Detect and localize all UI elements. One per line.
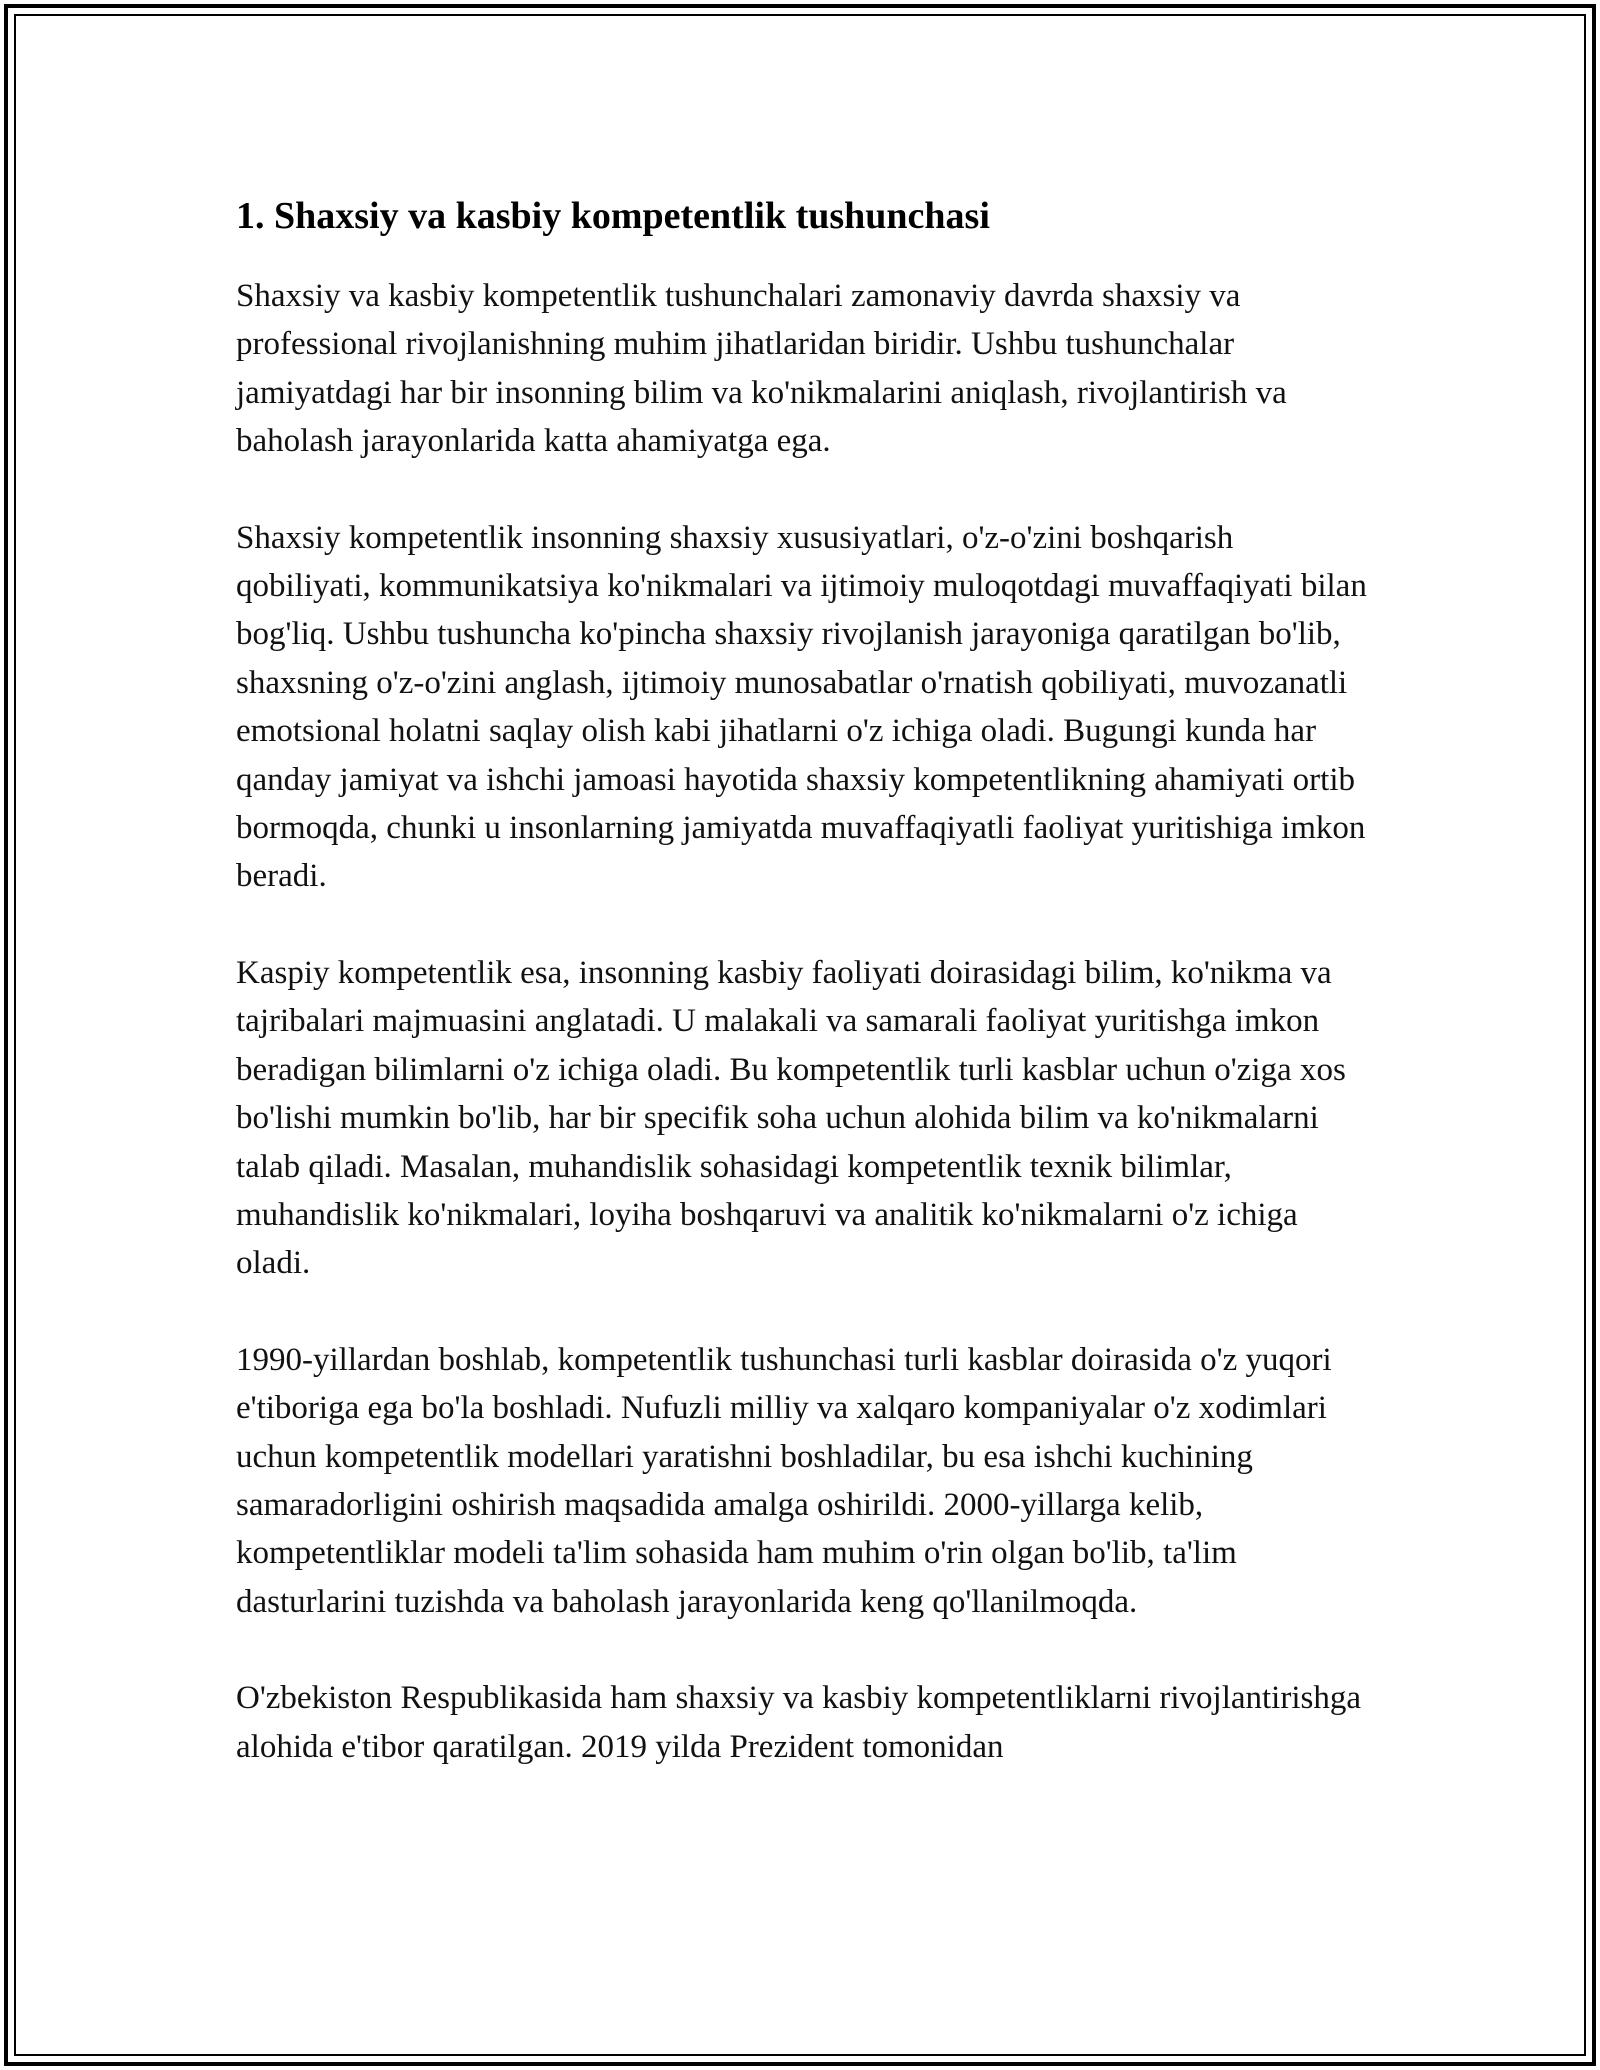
paragraph-intro: Shaxsiy va kasbiy kompetentlik tushunchalari zamonaviy davrda shaxsiy va professional rivojlanishning muhim jihatlaridan biridir. Ushbu tushunchalar jamiyatdagi har bir insonning bilim va ko'nikmalarini aniqlash, rivojlantirish va baholash jarayonlarida katta ahamiyatga ega. <box>236 278 1287 460</box>
document-content <box>236 190 1376 1771</box>
paragraph-personal-competence: Shaxsiy kompetentlik insonning shaxsiy xususiyatlari, o'z-o'zini boshqarish qobiliyati, kommunikatsiya ko'nikmalari va ijtimoiy muloqotdagi muvaffaqiyati bilan bog'liq. Ushbu tushuncha ko'pincha shaxsiy rivojlanish jarayoniga qaratilgan bo'lib, shaxsning o'z-o'zini anglash, ijtimoiy munosabatlar o'rnatish qobiliyati, muvozanatli emotsional holatni saqlay olish kabi jihatlarni o'z ichiga oladi. Bugungi kunda har qanday jamiyat va ishchi jamoasi hayotida shaxsiy kompetentlikning ahamiyati ortib bormoqda, chunki u insonlarning jamiyatda muvaffaqiyatli faoliyat yuritishiga imkon beradi. <box>236 519 1367 895</box>
paragraph-history: 1990-yillardan boshlab, kompetentlik tushunchasi turli kasblar doirasida o'z yuqori e'tiboriga ega bo'la boshladi. Nufuzli milliy va xalqaro kompaniyalar o'z xodimlari uchun kompetentlik modellari yaratishni boshladilar, bu esa ishchi kuchining samaradorligini oshirish maqsadida amalga oshirildi. 2000-yillarga kelib, kompetentliklar modeli ta'lim sohasida ham muhim o'rin olgan bo'lib, ta'lim dasturlarini tuzishda va baholash jarayonlarida keng qo'llanilmoqda. <box>236 1341 1332 1620</box>
paragraph-professional-competence: Kaspiy kompetentlik esa, insonning kasbiy faoliyati doirasidagi bilim, ko'nikma va tajribalari majmuasini anglatadi. U malakali va samarali faoliyat yuritishga imkon beradigan bilimlarni o'z ichiga oladi. Bu kompetentlik turli kasblar uchun o'ziga xos bo'lishi mumkin bo'lib, har bir specifik soha uchun alohida bilim va ko'nikmalarni talab qiladi. Masalan, muhandislik sohasidagi kompetentlik texnik bilimlar, muhandislik ko'nikmalari, loyiha boshqaruvi va analitik ko'nikmalarni o'z ichiga oladi. <box>236 954 1346 1282</box>
paragraph-uzbekistan: O'zbekiston Respublikasida ham shaxsiy va kasbiy kompetentliklarni rivojlantirishga alohida e'tibor qaratilgan. 2019 yilda Prezident tomonidan <box>236 1680 1361 1765</box>
section-heading: 1. Shaxsiy va kasbiy kompetentlik tushunchasi <box>236 195 990 237</box>
